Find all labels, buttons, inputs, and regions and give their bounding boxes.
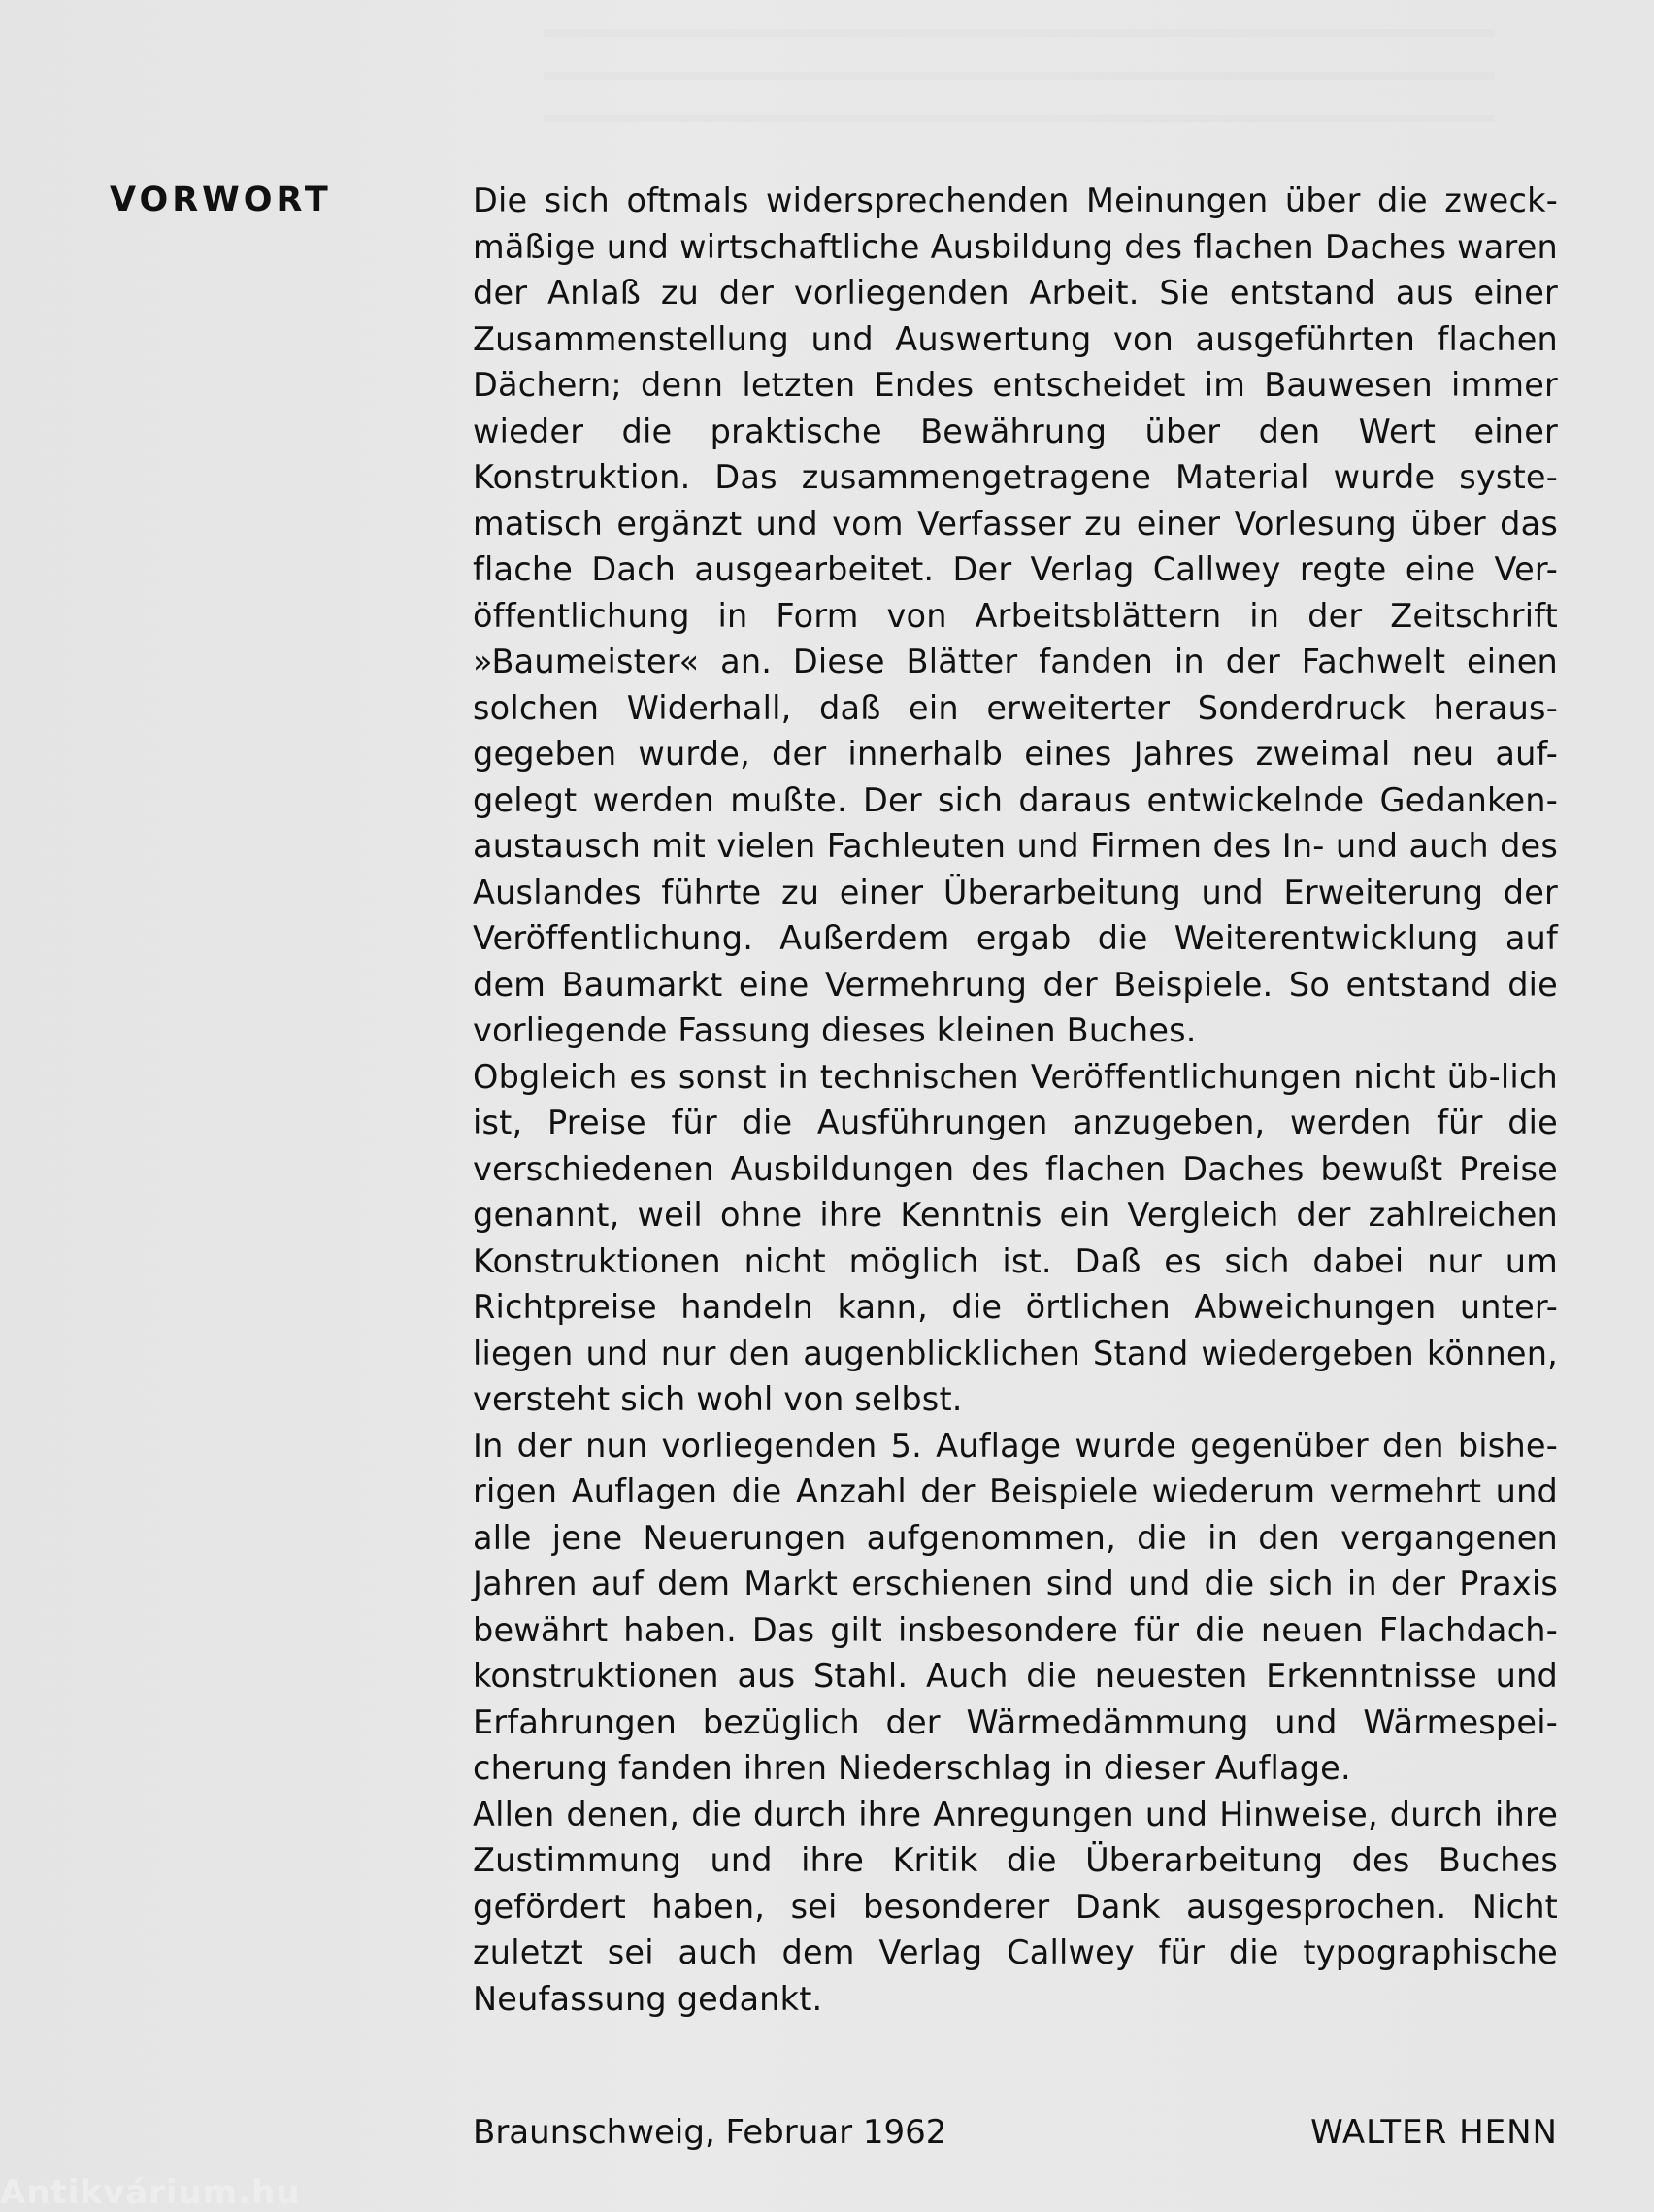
preface-paragraph-1: Die sich oftmals widersprechenden Meinungen über die zweck-mäßige und wirtschaftliche Ausbildung des flachen Daches waren der Anlaß zu der vorliegenden Arbeit. Sie entstand aus einer Zusammenstellung und Auswertung von ausgeführten flachen Dächern; denn letzten Endes entscheidet im Bauwesen immer wieder die praktische Bewährung über den Wert einer Konstruktion. Das zusammengetragene Material wurde syste-matisch ergänzt und vom Verfasser zu einer Vorlesung über das flache Dach ausgearbeitet. Der Verlag Callwey regte eine Ver-öffentlichung in Form von Arbeitsblättern in der Zeitschrift »Baumeister« an. Diese Blätter fanden in der Fachwelt einen solchen Widerhall, daß ein erweiterter Sonderdruck heraus-gegeben wurde, der innerhalb eines Jahres zweimal neu auf-gelegt werden mußte. Der sich daraus entwickelnde Gedanken-austausch mit vielen Fachleuten und Firmen des In- und auch des Auslandes führte zu einer Überarbeitung und Erweiterung der Veröffentlichung. Außerdem ergab die Weiterentwicklung auf dem Baumarkt eine Vermehrung der Beispiele. So entstand die vorliegende Fassung dieses kleinen Buches.	[473, 182, 1558, 1049]
preface-paragraph-2: Obgleich es sonst in technischen Veröffentlichungen nicht üb-lich ist, Preise für die Ausführungen anzugeben, werden für die verschiedenen Ausbildungen des flachen Daches bewußt Preise genannt, weil ohne ihre Kenntnis ein Vergleich der zahlreichen Konstruktionen nicht möglich ist. Daß es sich dabei nur um Richtpreise handeln kann, die örtlichen Abweichungen unter-liegen und nur den augenblicklichen Stand wiedergeben können, versteht sich wohl von selbst.	[473, 1057, 1558, 1418]
show-through-text	[544, 29, 1495, 146]
preface-paragraph-3: In der nun vorliegenden 5. Auflage wurde gegenüber den bishe-rigen Auflagen die Anzahl der Beispiele wiederum vermehrt und alle jene Neuerungen aufgenommen, die in den vergangenen Jahren auf dem Markt erschienen sind und die sich in der Praxis bewährt haben. Das gilt insbesondere für die neuen Flachdach-konstruktionen aus Stahl. Auch die neuesten Erkenntnisse und Erfahrungen bezüglich der Wärmedämmung und Wärmespei-cherung fanden ihren Niederschlag in dieser Auflage.	[473, 1426, 1558, 1787]
preface-body	[473, 178, 1558, 2022]
author-name: WALTER HENN	[1310, 2113, 1558, 2152]
page-heading: VORWORT	[110, 181, 332, 219]
signature-line	[473, 2108, 1558, 2157]
watermark: Antikvárium.hu	[0, 2173, 301, 2212]
place-date: Braunschweig, Februar 1962	[473, 2113, 947, 2152]
preface-paragraph-4: Allen denen, die durch ihre Anregungen und Hinweise, durch ihre Zustimmung und ihre Kritik die Überarbeitung des Buches gefördert haben, sei besonderer Dank ausgesprochen. Nicht zuletzt sei auch dem Verlag Callwey für die typographische Neufassung gedankt.	[473, 1795, 1558, 2018]
